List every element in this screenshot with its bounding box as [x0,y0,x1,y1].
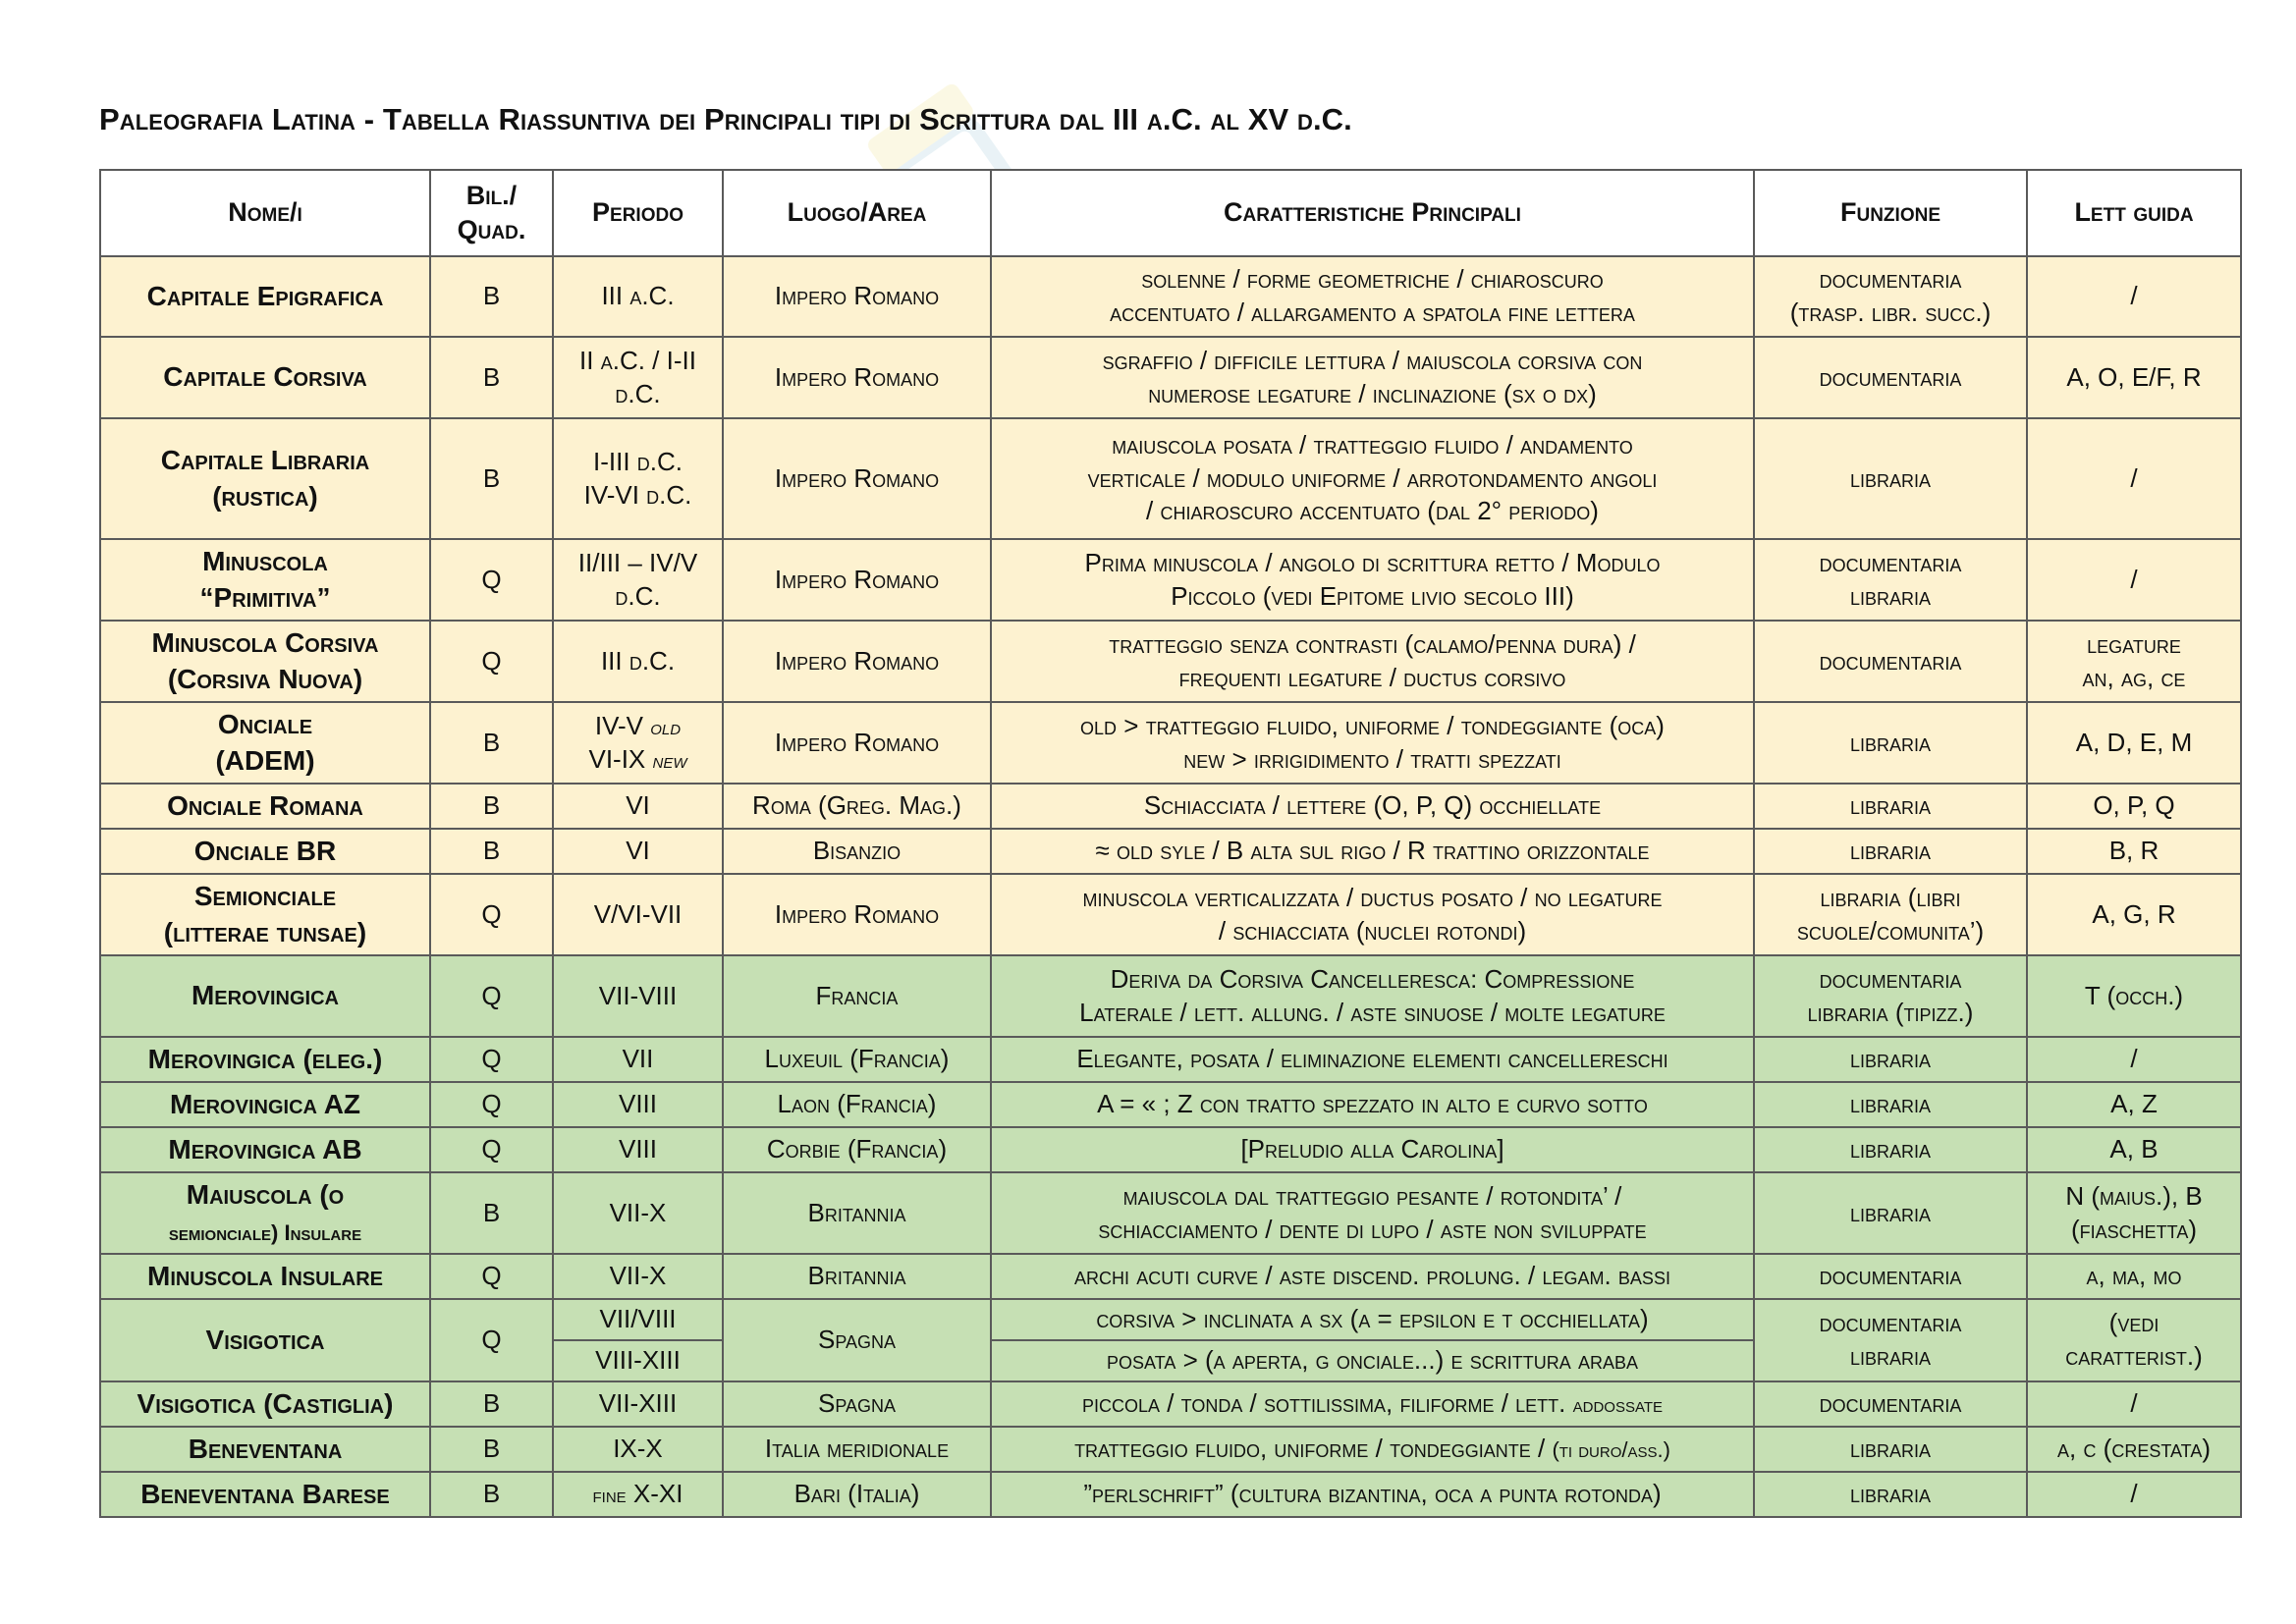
cell-nome: Capitale Epigrafica [100,256,430,337]
cell-caratteristiche: tratteggio fluido, uniforme / tondeggiante / (ti duro/ass.) [991,1427,1754,1472]
cell-luogo: Corbie (Francia) [723,1127,991,1172]
cell-lett-guida: A, B [2027,1127,2241,1172]
cell-funzione: libraria (libri scuole/comunita’) [1754,874,2027,955]
cell-nome: Beneventana Barese [100,1472,430,1517]
cell-periodo: VII/VIII [553,1299,723,1340]
cell-funzione: libraria [1754,1037,2027,1082]
cell-bilquad: B [430,1381,553,1427]
table-row [100,621,2241,702]
cell-caratteristiche: tratteggio senza contrasti (calamo/penna dura) / frequenti legature / ductus corsivo [991,621,1754,702]
cell-nome: Onciale (ADEM) [100,702,430,784]
cell-caratteristiche: posata > (a aperta, g onciale...) e scrittura araba [991,1340,1754,1381]
table-row [100,874,2241,955]
cell-caratteristiche: old > tratteggio fluido, uniforme / tondeggiante (oca) new > irrigidimento / tratti spezzati [991,702,1754,784]
cell-lett-guida: / [2027,256,2241,337]
cell-luogo: Impero Romano [723,418,991,539]
cell-bilquad: B [430,1427,553,1472]
table-row [100,1427,2241,1472]
cell-luogo: Spagna [723,1381,991,1427]
cell-caratteristiche: ”perlschrift” (cultura bizantina, oca a punta rotonda) [991,1472,1754,1517]
cell-caratteristiche: sgraffio / difficile lettura / maiuscola corsiva con numerose legature / inclinazione (sx o dx) [991,337,1754,418]
cell-nome: Visigotica (Castiglia) [100,1381,430,1427]
header-luogo: Luogo/Area [723,170,991,256]
cell-funzione: documentaria libraria [1754,539,2027,621]
cell-funzione: documentaria libraria [1754,1299,2027,1381]
cell-periodo: VI [553,784,723,829]
cell-funzione: documentaria [1754,337,2027,418]
cell-bilquad: B [430,418,553,539]
table-row [100,1254,2241,1299]
cell-lett-guida: A, O, E/F, R [2027,337,2241,418]
cell-caratteristiche: minuscola verticalizzata / ductus posato / no legature / schiacciata (nuclei rotondi) [991,874,1754,955]
cell-funzione: libraria [1754,829,2027,874]
cell-periodo: VIII [553,1127,723,1172]
cell-caratteristiche: solenne / forme geometriche / chiaroscuro accentuato / allargamento a spatola fine lettera [991,256,1754,337]
cell-periodo: VIII-XIII [553,1340,723,1381]
cell-periodo: I-III d.C. IV-VI d.C. [553,418,723,539]
cell-luogo: Laon (Francia) [723,1082,991,1127]
cell-periodo: V/VI-VII [553,874,723,955]
header-lett-guida: Lett guida [2027,170,2241,256]
cell-funzione: libraria [1754,1427,2027,1472]
cell-funzione: libraria [1754,702,2027,784]
cell-luogo: Britannia [723,1254,991,1299]
table-row [100,829,2241,874]
cell-caratteristiche: piccola / tonda / sottilissima, filiforme / lett. addossate [991,1381,1754,1427]
cell-nome: Capitale Libraria (rustica) [100,418,430,539]
table-row [100,1082,2241,1127]
cell-periodo: VI [553,829,723,874]
cell-luogo: Impero Romano [723,256,991,337]
cell-caratteristiche: corsiva > inclinata a sx (a = epsilon e t occhiellata) [991,1299,1754,1340]
cell-lett-guida: / [2027,418,2241,539]
cell-luogo: Impero Romano [723,337,991,418]
cell-caratteristiche: maiuscola posata / tratteggio fluido / andamento verticale / modulo uniforme / arrotondamento angoli / chiaroscuro accentuato (dal 2° periodo) [991,418,1754,539]
cell-bilquad: Q [430,1299,553,1381]
cell-bilquad: Q [430,955,553,1037]
cell-bilquad: Q [430,621,553,702]
cell-funzione: documentaria libraria (tipizz.) [1754,955,2027,1037]
header-nome: Nome/i [100,170,430,256]
cell-funzione: documentaria [1754,1381,2027,1427]
cell-funzione: libraria [1754,1082,2027,1127]
cell-funzione: documentaria (trasp. libr. succ.) [1754,256,2027,337]
cell-nome: Minuscola Corsiva (Corsiva Nuova) [100,621,430,702]
cell-caratteristiche: [Preludio alla Carolina] [991,1127,1754,1172]
cell-luogo: Impero Romano [723,874,991,955]
cell-nome: Merovingica (eleg.) [100,1037,430,1082]
cell-caratteristiche: Schiacciata / lettere (O, P, Q) occhiellate [991,784,1754,829]
cell-bilquad: B [430,784,553,829]
cell-nome: Merovingica [100,955,430,1037]
cell-luogo: Spagna [723,1299,991,1381]
cell-bilquad: B [430,256,553,337]
cell-caratteristiche: ≈ old syle / B alta sul rigo / R trattino orizzontale [991,829,1754,874]
cell-lett-guida: / [2027,1472,2241,1517]
cell-caratteristiche: Prima minuscola / angolo di scrittura retto / Modulo Piccolo (vedi Epitome livio secolo III) [991,539,1754,621]
cell-periodo: VII-X [553,1254,723,1299]
cell-nome: Minuscola “Primitiva” [100,539,430,621]
cell-nome: Merovingica AB [100,1127,430,1172]
cell-lett-guida: / [2027,539,2241,621]
cell-caratteristiche: A = « ; Z con tratto spezzato in alto e curvo sotto [991,1082,1754,1127]
cell-periodo: II a.C. / I-II d.C. [553,337,723,418]
cell-luogo: Italia meridionale [723,1427,991,1472]
cell-caratteristiche: Elegante, posata / eliminazione elementi cancellereschi [991,1037,1754,1082]
cell-lett-guida: (vedi caratterist.) [2027,1299,2241,1381]
cell-funzione: libraria [1754,784,2027,829]
cell-lett-guida: N (maius.), B (fiaschetta) [2027,1172,2241,1254]
cell-funzione: libraria [1754,1127,2027,1172]
cell-nome: Merovingica AZ [100,1082,430,1127]
cell-luogo: Roma (Greg. Mag.) [723,784,991,829]
cell-lett-guida: a, c (crestata) [2027,1427,2241,1472]
cell-lett-guida: / [2027,1381,2241,1427]
table-row [100,1472,2241,1517]
page-title: Paleografia Latina - Tabella Riassuntiva dei Principali tipi di Scrittura dal III a.C. al XV d.C. [99,102,1352,136]
cell-periodo: fine X-XI [553,1472,723,1517]
cell-nome: Beneventana [100,1427,430,1472]
cell-funzione: documentaria [1754,621,2027,702]
cell-periodo: VII-VIII [553,955,723,1037]
cell-funzione: libraria [1754,1172,2027,1254]
cell-bilquad: B [430,337,553,418]
cell-periodo: VII-X [553,1172,723,1254]
cell-caratteristiche: maiuscola dal tratteggio pesante / rotondita’ / schiacciamento / dente di lupo / aste non sviluppate [991,1172,1754,1254]
scripts-table [99,169,2242,1518]
cell-nome: Semionciale (litterae tunsae) [100,874,430,955]
table-row [100,256,2241,337]
cell-caratteristiche: Deriva da Corsiva Cancelleresca: Compressione Laterale / lett. allung. / aste sinuose / molte legature [991,955,1754,1037]
cell-luogo: Bisanzio [723,829,991,874]
table-row [100,955,2241,1037]
cell-lett-guida: a, ma, mo [2027,1254,2241,1299]
cell-bilquad: Q [430,539,553,621]
cell-lett-guida: T (occh.) [2027,955,2241,1037]
cell-luogo: Francia [723,955,991,1037]
cell-bilquad: Q [430,1127,553,1172]
cell-luogo: Luxeuil (Francia) [723,1037,991,1082]
cell-funzione: documentaria [1754,1254,2027,1299]
table-row [100,784,2241,829]
cell-luogo: Britannia [723,1172,991,1254]
table-row [100,418,2241,539]
cell-bilquad: Q [430,1082,553,1127]
cell-bilquad: B [430,1172,553,1254]
cell-lett-guida: O, P, Q [2027,784,2241,829]
cell-periodo: III a.C. [553,256,723,337]
cell-bilquad: B [430,1472,553,1517]
cell-luogo: Impero Romano [723,539,991,621]
cell-luogo: Impero Romano [723,702,991,784]
cell-nome: Maiuscola (o semionciale) Insulare [100,1172,430,1254]
cell-periodo: IV-V old VI-IX new [553,702,723,784]
cell-lett-guida: A, G, R [2027,874,2241,955]
header-funzione: Funzione [1754,170,2027,256]
cell-bilquad: Q [430,1037,553,1082]
cell-nome: Onciale Romana [100,784,430,829]
cell-lett-guida: A, Z [2027,1082,2241,1127]
header-row [100,170,2241,256]
cell-funzione: libraria [1754,418,2027,539]
cell-bilquad: B [430,829,553,874]
cell-nome: Onciale BR [100,829,430,874]
cell-periodo: IX-X [553,1427,723,1472]
cell-periodo: VIII [553,1082,723,1127]
cell-luogo: Impero Romano [723,621,991,702]
cell-nome: Minuscola Insulare [100,1254,430,1299]
cell-periodo: VII [553,1037,723,1082]
cell-bilquad: B [430,702,553,784]
table-row [100,1381,2241,1427]
cell-luogo: Bari (Italia) [723,1472,991,1517]
cell-lett-guida: B, R [2027,829,2241,874]
table-row [100,1127,2241,1172]
table-row [100,1037,2241,1082]
cell-lett-guida: A, D, E, M [2027,702,2241,784]
cell-periodo: II/III – IV/V d.C. [553,539,723,621]
cell-nome: Capitale Corsiva [100,337,430,418]
cell-lett-guida: / [2027,1037,2241,1082]
cell-caratteristiche: archi acuti curve / aste discend. prolung. / legam. bassi [991,1254,1754,1299]
cell-periodo: III d.C. [553,621,723,702]
table-row [100,539,2241,621]
table-row [100,702,2241,784]
header-caratteristiche: Caratteristiche Principali [991,170,1754,256]
table-row [100,1172,2241,1254]
cell-periodo: VII-XIII [553,1381,723,1427]
cell-funzione: libraria [1754,1472,2027,1517]
cell-bilquad: Q [430,1254,553,1299]
header-bilquad: Bil./ Quad. [430,170,553,256]
cell-lett-guida: legature an, ag, ce [2027,621,2241,702]
cell-nome: Visigotica [100,1299,430,1381]
cell-bilquad: Q [430,874,553,955]
table-row [100,337,2241,418]
table-row [100,1299,2241,1340]
header-periodo: Periodo [553,170,723,256]
